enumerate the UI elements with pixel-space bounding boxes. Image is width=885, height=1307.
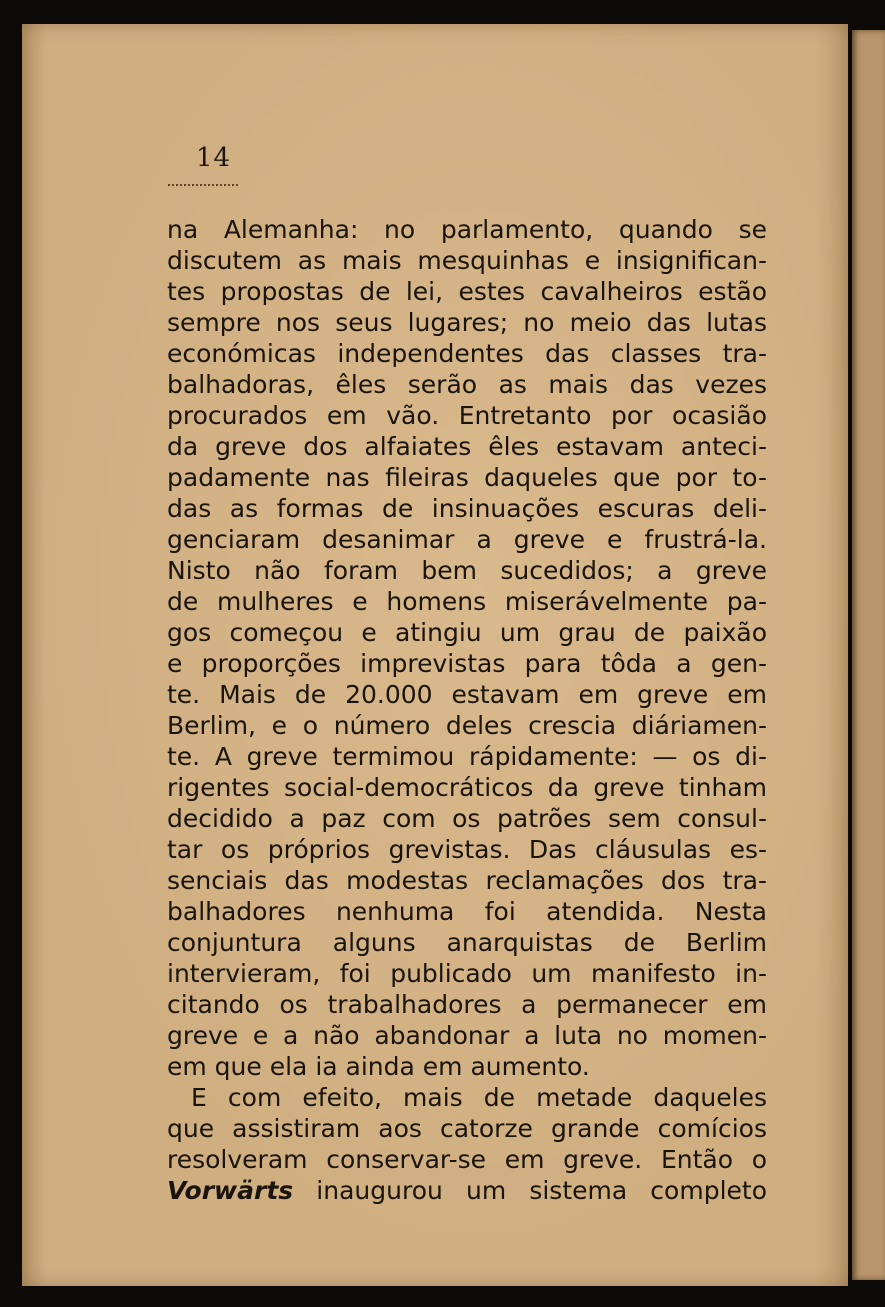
text-line: genciaram desanimar a greve e frustrá-la. — [167, 525, 767, 554]
text-line: gos começou e atingiu um grau de paixão — [167, 618, 767, 647]
text-line: decidido a paz com os patrões sem consul- — [167, 804, 767, 833]
text-line: e proporções imprevistas para tôda a gen- — [167, 649, 767, 678]
final-line-rest: inaugurou um sistema completo — [293, 1176, 767, 1205]
text-line: de mulheres e homens miserávelmente pa- — [167, 587, 767, 616]
text-line: te. A greve termimou rápidamente: — os di- — [167, 742, 767, 771]
text-line: resolveram conservar-se em greve. Então o — [167, 1145, 767, 1174]
text-line: citando os trabalhadores a permanecer em — [167, 990, 767, 1019]
text-line: rigentes social-democráticos da greve tinham — [167, 773, 767, 802]
text-line: Nisto não foram bem sucedidos; a greve — [167, 556, 767, 585]
text-line: tes propostas de lei, estes cavalheiros estão — [167, 277, 767, 306]
body-text — [167, 214, 767, 1206]
text-line: sempre nos seus lugares; no meio das lutas — [167, 308, 767, 337]
emphasized-word: Vorwärts — [167, 1176, 294, 1205]
text-line: intervieram, foi publicado um manifesto in- — [167, 959, 767, 988]
text-line: tar os próprios grevistas. Das cláusulas es- — [167, 835, 767, 864]
text-line: Berlim, e o número deles crescia diáriamen- — [167, 711, 767, 740]
text-line: greve e a não abandonar a luta no momen- — [167, 1021, 767, 1050]
text-line: senciais das modestas reclamações dos tra- — [167, 866, 767, 895]
text-line: que assistiram aos catorze grande comícios — [167, 1114, 767, 1143]
next-page-edge — [852, 30, 885, 1280]
text-line: te. Mais de 20.000 estavam em greve em — [167, 680, 767, 709]
text-line: discutem as mais mesquinhas e insignifican- — [167, 246, 767, 275]
text-line: das as formas de insinuações escuras deli- — [167, 494, 767, 523]
text-line: balhadores nenhuma foi atendida. Nesta — [167, 897, 767, 926]
page-number-rule — [168, 184, 238, 186]
page-number: 14 — [196, 143, 232, 173]
text-line: E com efeito, mais de metade daqueles — [191, 1083, 767, 1112]
text-line: em que ela ia ainda em aumento. — [167, 1052, 590, 1081]
text-line-final — [167, 1175, 767, 1206]
text-line: padamente nas fileiras daqueles que por to- — [167, 463, 767, 492]
text-line: da greve dos alfaiates êles estavam anteci- — [167, 432, 767, 461]
text-line: económicas independentes das classes tra- — [167, 339, 767, 368]
text-line: procurados em vão. Entretanto por ocasião — [167, 401, 767, 430]
text-line: balhadoras, êles serão as mais das vezes — [167, 370, 767, 399]
text-line: conjuntura alguns anarquistas de Berlim — [167, 928, 767, 957]
text-line: na Alemanha: no parlamento, quando se — [167, 215, 767, 244]
